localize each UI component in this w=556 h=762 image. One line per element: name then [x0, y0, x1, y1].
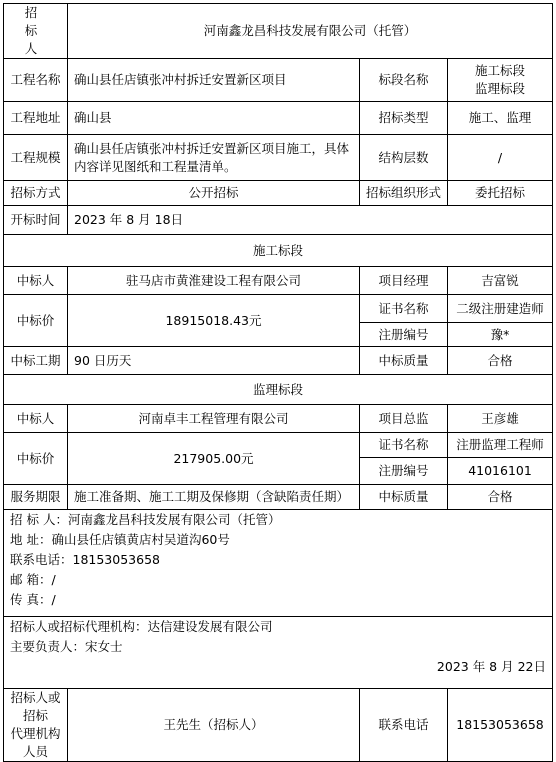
construction-price-label: 中标价 [4, 295, 68, 347]
section-name-label: 标段名称 [360, 59, 448, 102]
contact-phone: 联系电话：18153053658 [10, 552, 160, 567]
agency-person: 主要负责人：宋女士 [10, 639, 123, 654]
project-name-value: 确山县任店镇张冲村拆迁安置新区项目 [68, 59, 360, 102]
service-period-value: 施工准备期、施工工期及保修期（含缺陷责任期） [68, 485, 360, 510]
open-time-label: 开标时间 [4, 206, 68, 235]
agency-block [4, 617, 553, 689]
supervision-director-label: 项目总监 [360, 405, 448, 433]
tender-type-value: 施工、监理 [448, 102, 553, 135]
section-name-construction: 施工标段 [474, 63, 525, 78]
construction-cert-name-label: 证书名称 [360, 295, 448, 323]
agency-name: 招标人或招标代理机构：达信建设发展有限公司 [10, 619, 273, 634]
supervision-winner-label: 中标人 [4, 405, 68, 433]
project-address-value: 确山县 [68, 102, 360, 135]
contact-tenderer: 招 标 人：河南鑫龙昌科技发展有限公司（托管） [10, 512, 281, 527]
construction-period-value: 90 日历天 [68, 347, 360, 375]
contact-block [4, 510, 553, 617]
supervision-reg-no-value: 41016101 [448, 458, 553, 485]
staff-value: 王先生（招标人） [68, 689, 360, 762]
scale-label: 工程规模 [4, 135, 68, 181]
bid-result-table [3, 3, 553, 762]
footer-phone-value: 18153053658 [448, 689, 553, 762]
construction-price-value: 18915018.43元 [68, 295, 360, 347]
staff-label-line-1: 招标人或招标 [10, 690, 61, 723]
open-time-value: 2023 年 8 月 18日 [68, 206, 553, 235]
supervision-price-value: 217905.00元 [68, 433, 360, 485]
tender-type-label: 招标类型 [360, 102, 448, 135]
method-label: 招标方式 [4, 181, 68, 206]
supervision-winner-value: 河南卓丰工程管理有限公司 [68, 405, 360, 433]
supervision-reg-no-label: 注册编号 [360, 458, 448, 485]
bid-result-notice [3, 3, 552, 762]
contact-fax: 传 真：/ [10, 592, 56, 607]
section-name-value [448, 59, 553, 102]
supervision-price-label: 中标价 [4, 433, 68, 485]
supervision-quality-label: 中标质量 [360, 485, 448, 510]
tenderer-label: 招 标 人 [4, 4, 68, 59]
project-address-label: 工程地址 [4, 102, 68, 135]
project-name-label: 工程名称 [4, 59, 68, 102]
method-value: 公开招标 [68, 181, 360, 206]
supervision-cert-name-value: 注册监理工程师 [448, 433, 553, 458]
structure-value: / [448, 135, 553, 181]
structure-label: 结构层数 [360, 135, 448, 181]
construction-cert-name-value: 二级注册建造师 [448, 295, 553, 323]
construction-reg-no-label: 注册编号 [360, 323, 448, 347]
supervision-cert-name-label: 证书名称 [360, 433, 448, 458]
supervision-director-value: 王彦雄 [448, 405, 553, 433]
construction-quality-label: 中标质量 [360, 347, 448, 375]
notice-date: 2023 年 8 月 22日 [436, 659, 546, 674]
contact-address: 地 址：确山县任店镇黄店村吴道沟60号 [10, 532, 230, 547]
org-form-label: 招标组织形式 [360, 181, 448, 206]
service-period-label: 服务期限 [4, 485, 68, 510]
section-name-supervision: 监理标段 [474, 81, 525, 96]
staff-label [4, 689, 68, 762]
construction-manager-value: 吉富锐 [448, 267, 553, 295]
construction-winner-label: 中标人 [4, 267, 68, 295]
tenderer-value: 河南鑫龙昌科技发展有限公司（托管） [68, 4, 553, 59]
scale-value: 确山县任店镇张冲村拆迁安置新区项目施工，具体内容详见图纸和工程量清单。 [68, 135, 360, 181]
supervision-section-title: 监理标段 [4, 375, 553, 405]
footer-phone-label: 联系电话 [360, 689, 448, 762]
construction-quality-value: 合格 [448, 347, 553, 375]
supervision-quality-value: 合格 [448, 485, 553, 510]
construction-period-label: 中标工期 [4, 347, 68, 375]
contact-postcode: 邮 箱：/ [10, 572, 56, 587]
staff-label-line-2: 代理机构人员 [10, 726, 61, 759]
construction-reg-no-value: 豫* [448, 323, 553, 347]
construction-winner-value: 驻马店市黄淮建设工程有限公司 [68, 267, 360, 295]
construction-manager-label: 项目经理 [360, 267, 448, 295]
construction-section-title: 施工标段 [4, 235, 553, 267]
org-form-value: 委托招标 [448, 181, 553, 206]
